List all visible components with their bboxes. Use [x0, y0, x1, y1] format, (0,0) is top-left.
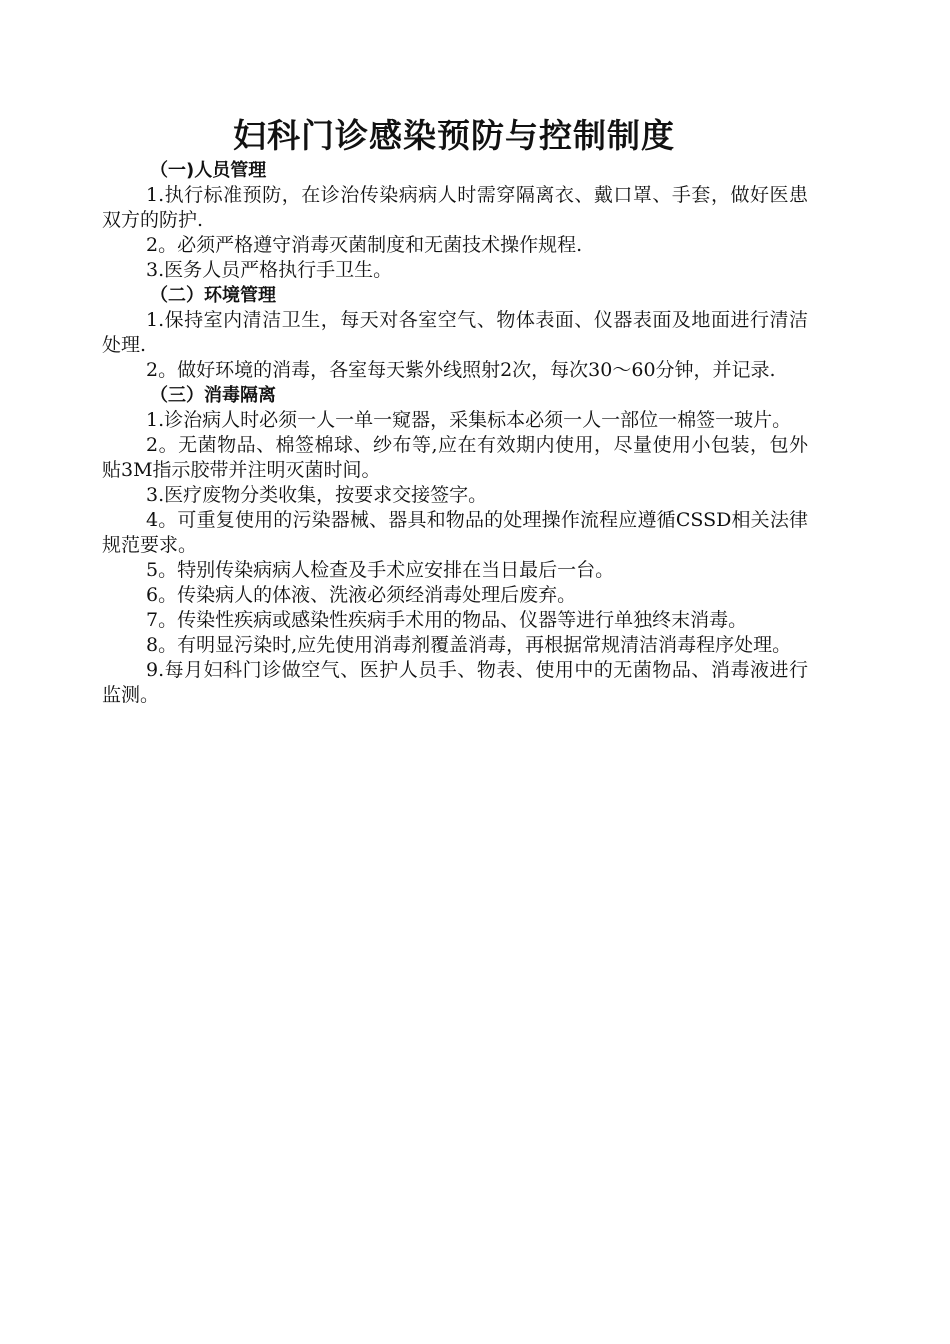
list-item: 8。有明显污染时,应先使用消毒剂覆盖消毒，再根据常规清洁消毒程序处理。	[146, 634, 792, 656]
list-item: 1.保持室内清洁卫生，每天对各室空气、物体表面、仪器表面及地面进行清洁处理.	[102, 309, 808, 356]
section-heading: （二）环境管理	[150, 285, 276, 306]
section-disinfection	[102, 383, 808, 708]
list-item: 2。必须严格遵守消毒灭菌制度和无菌技术操作规程.	[146, 234, 583, 256]
list-item: 2。做好环境的消毒，各室每天紫外线照射2次，每次30～60分钟，并记录.	[146, 359, 776, 381]
list-item: 6。传染病人的体液、洗液必须经消毒处理后废弃。	[146, 584, 577, 606]
document-body	[102, 158, 808, 708]
section-heading: （三）消毒隔离	[150, 385, 276, 406]
document-title: 妇科门诊感染预防与控制制度	[233, 116, 675, 155]
list-item: 5。特别传染病病人检查及手术应安排在当日最后一台。	[146, 559, 615, 581]
list-item: 3.医疗废物分类收集，按要求交接签字。	[146, 484, 488, 506]
list-item: 2。无菌物品、棉签棉球、纱布等,应在有效期内使用，尽量使用小包装，包外贴3M指示胶带并注明灭菌时间。	[102, 434, 808, 481]
list-item: 3.医务人员严格执行手卫生。	[146, 259, 393, 281]
list-item: 7。传染性疾病或感染性疾病手术用的物品、仪器等进行单独终末消毒。	[146, 609, 748, 631]
section-environment	[102, 283, 808, 383]
list-item: 1.诊治病人时必须一人一单一窥器，采集标本必须一人一部位一棉签一玻片。	[146, 409, 792, 431]
list-item: 4。可重复使用的污染器械、器具和物品的处理操作流程应遵循CSSD相关法律规范要求。	[102, 509, 808, 556]
section-heading: （一)人员管理	[150, 160, 267, 181]
list-item: 9.每月妇科门诊做空气、医护人员手、物表、使用中的无菌物品、消毒液进行监测。	[102, 659, 808, 706]
section-personnel	[102, 158, 808, 283]
list-item: 1.执行标准预防，在诊治传染病病人时需穿隔离衣、戴口罩、手套，做好医患双方的防护.	[102, 184, 808, 231]
